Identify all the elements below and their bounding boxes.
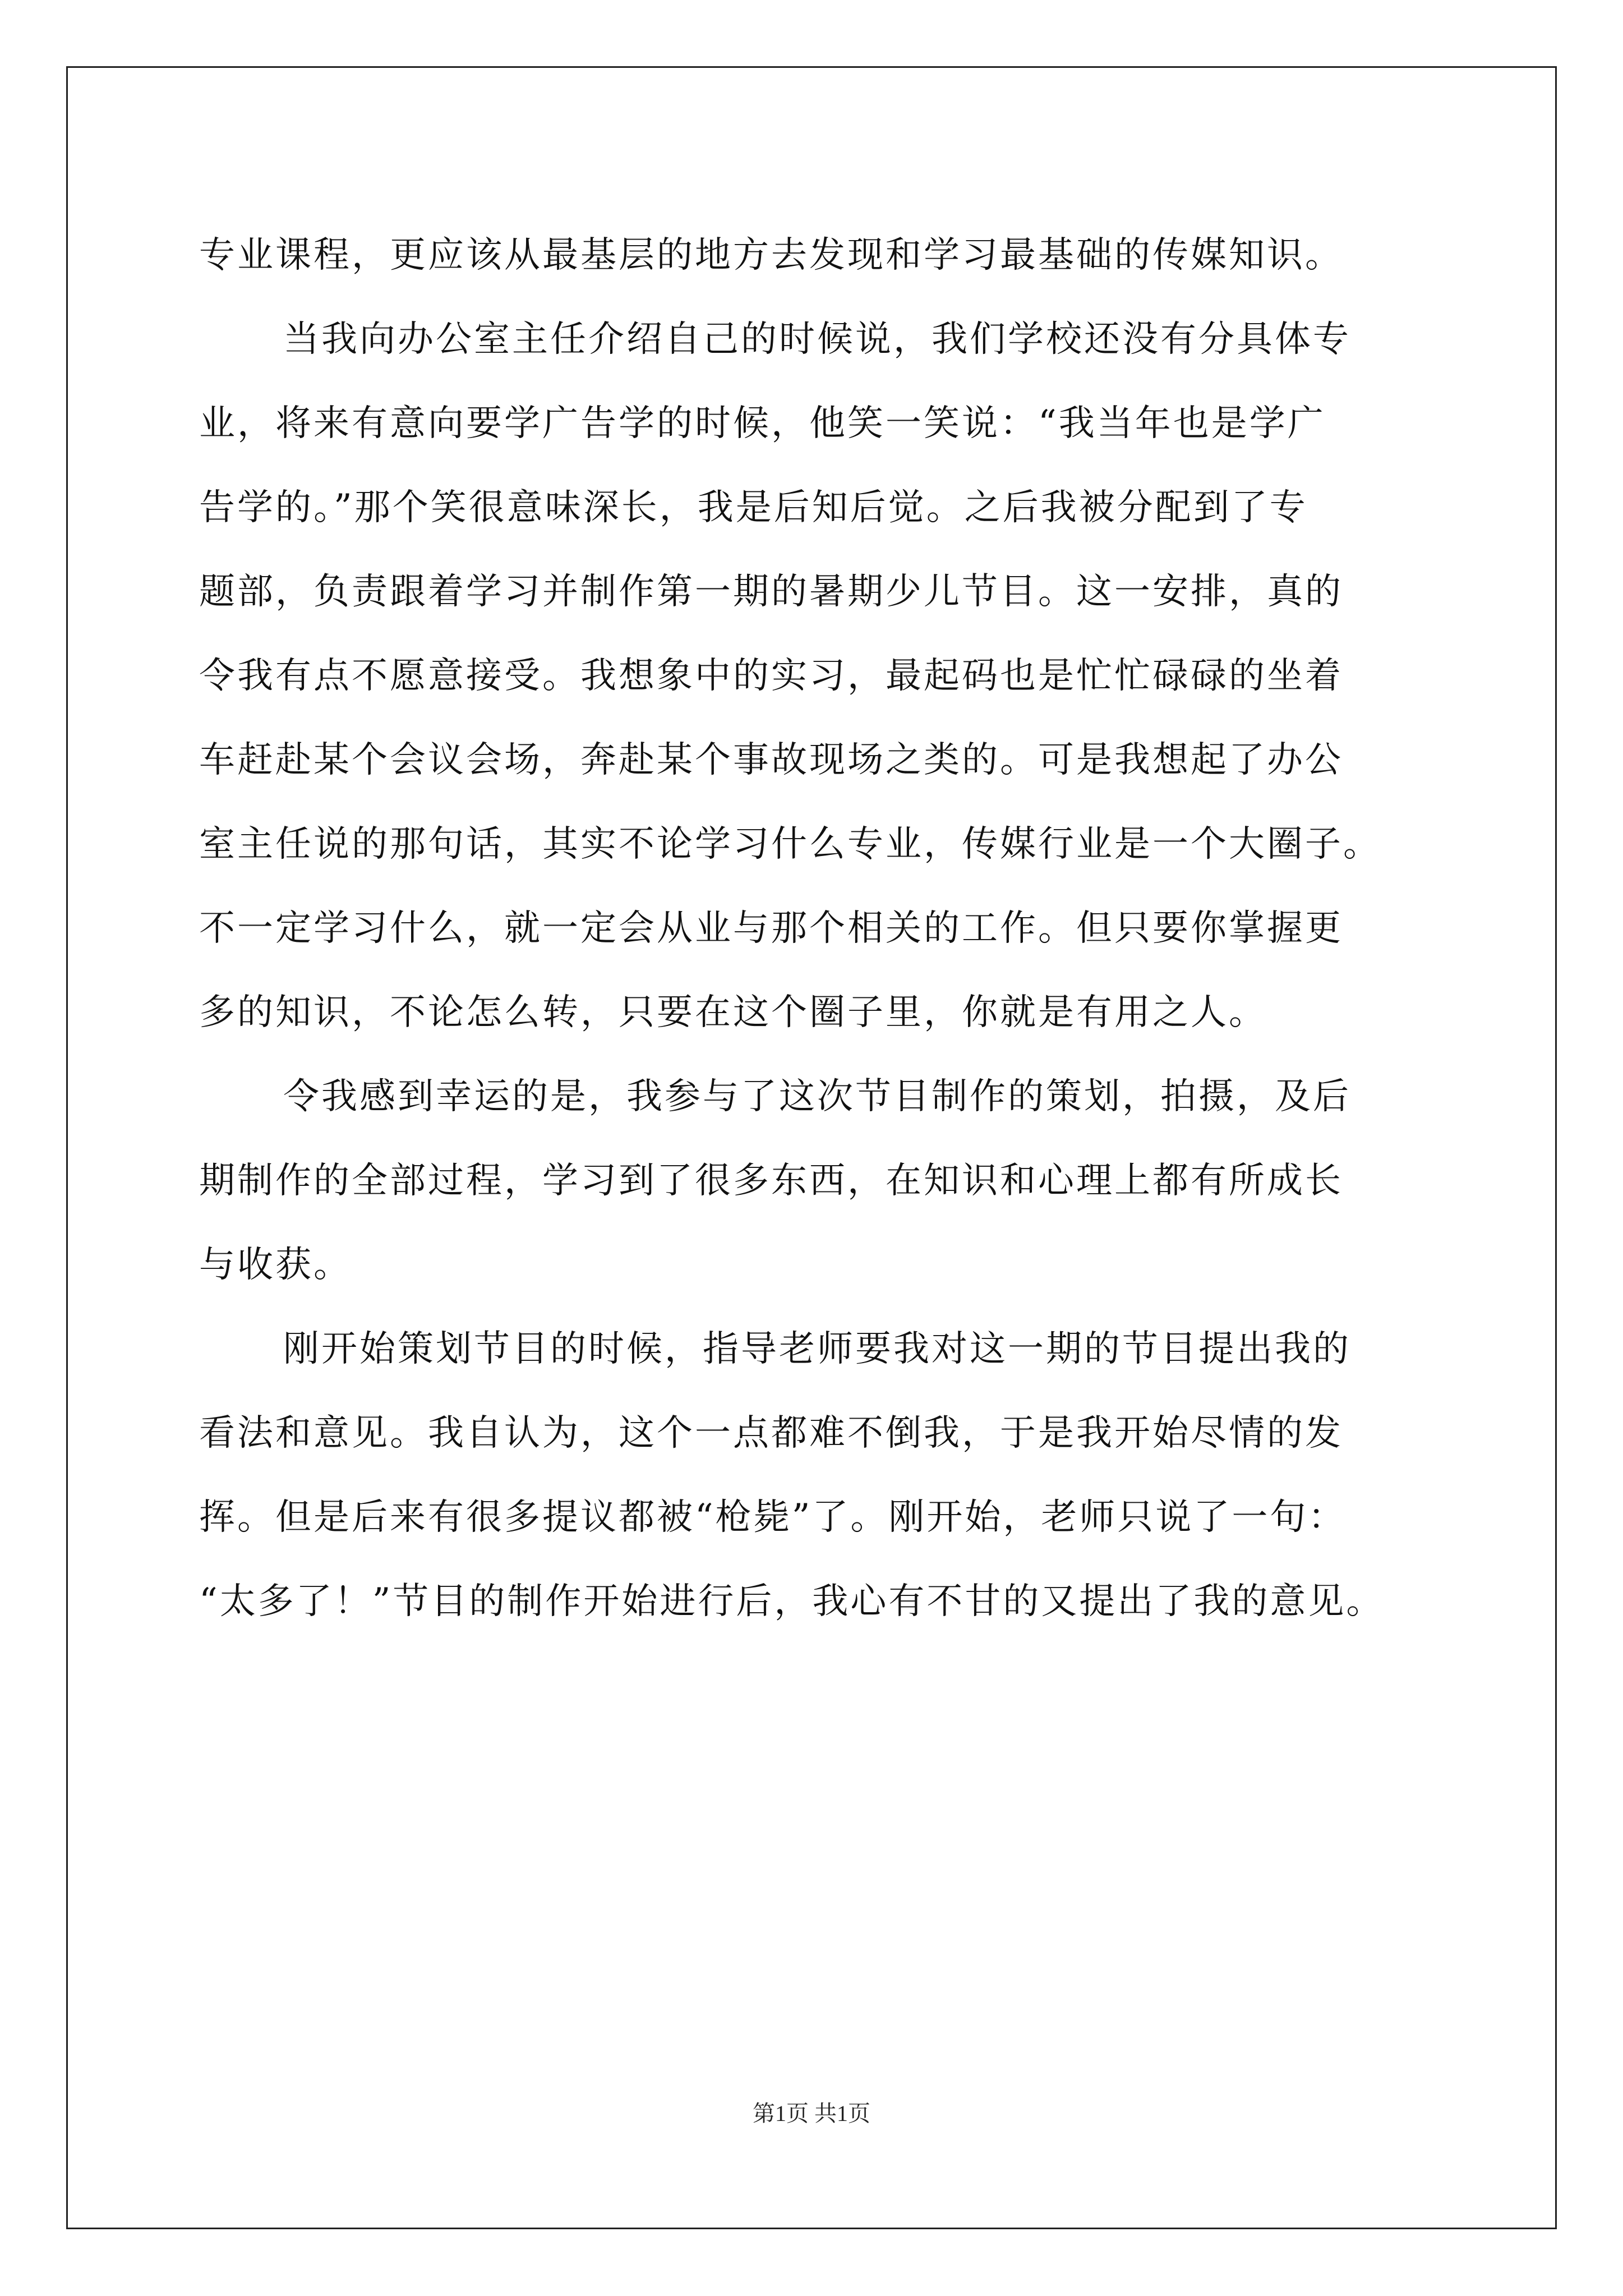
text-line: 告学的。”那个笑很意味深长，我是后知后觉。之后我被分配到了专 xyxy=(199,487,1308,528)
document-body xyxy=(199,213,1427,1644)
text-line: 期制作的全部过程，学习到了很多东西，在知识和心理上都有所成长 xyxy=(199,1160,1343,1202)
text-line: 与收获。 xyxy=(199,1244,352,1286)
text-line-paragraph-start: 当我向办公室主任介绍自己的时候说，我们学校还没有分具体专 xyxy=(283,319,1351,360)
text-line: 题部，负责跟着学习并制作第一期的暑期少儿节目。这一安排，真的 xyxy=(199,571,1343,613)
text-line: 室主任说的那句话，其实不论学习什么专业，传媒行业是一个大圈子。 xyxy=(199,823,1381,865)
text-line-paragraph-start: 令我感到幸运的是，我参与了这次节目制作的策划，拍摄，及后 xyxy=(283,1076,1351,1117)
page-number-footer: 第1页 共1页 xyxy=(753,2101,870,2126)
text-line: 令我有点不愿意接受。我想象中的实习，最起码也是忙忙碌碌的坐着 xyxy=(199,655,1343,697)
text-line: 不一定学习什么，就一定会从业与那个相关的工作。但只要你掌握更 xyxy=(199,908,1343,949)
text-line: 多的知识，不论怎么转，只要在这个圈子里，你就是有用之人。 xyxy=(199,992,1267,1033)
text-line: 业，将来有意向要学广告学的时候，他笑一笑说：“我当年也是学广 xyxy=(199,403,1326,444)
text-line: 挥。但是后来有很多提议都被“枪毙”了。刚开始，老师只说了一句： xyxy=(199,1497,1347,1538)
text-line: 车赶赴某个会议会场，奔赴某个事故现场之类的。可是我想起了办公 xyxy=(199,739,1343,781)
text-line: “太多了！”节目的制作开始进行后，我心有不甘的又提出了我的意见。 xyxy=(199,1581,1385,1622)
text-line: 专业课程，更应该从最基层的地方去发现和学习最基础的传媒知识。 xyxy=(199,234,1343,276)
text-line-paragraph-start: 刚开始策划节目的时候，指导老师要我对这一期的节目提出我的 xyxy=(283,1328,1351,1370)
text-line: 看法和意见。我自认为，这个一点都难不倒我，于是我开始尽情的发 xyxy=(199,1412,1343,1454)
